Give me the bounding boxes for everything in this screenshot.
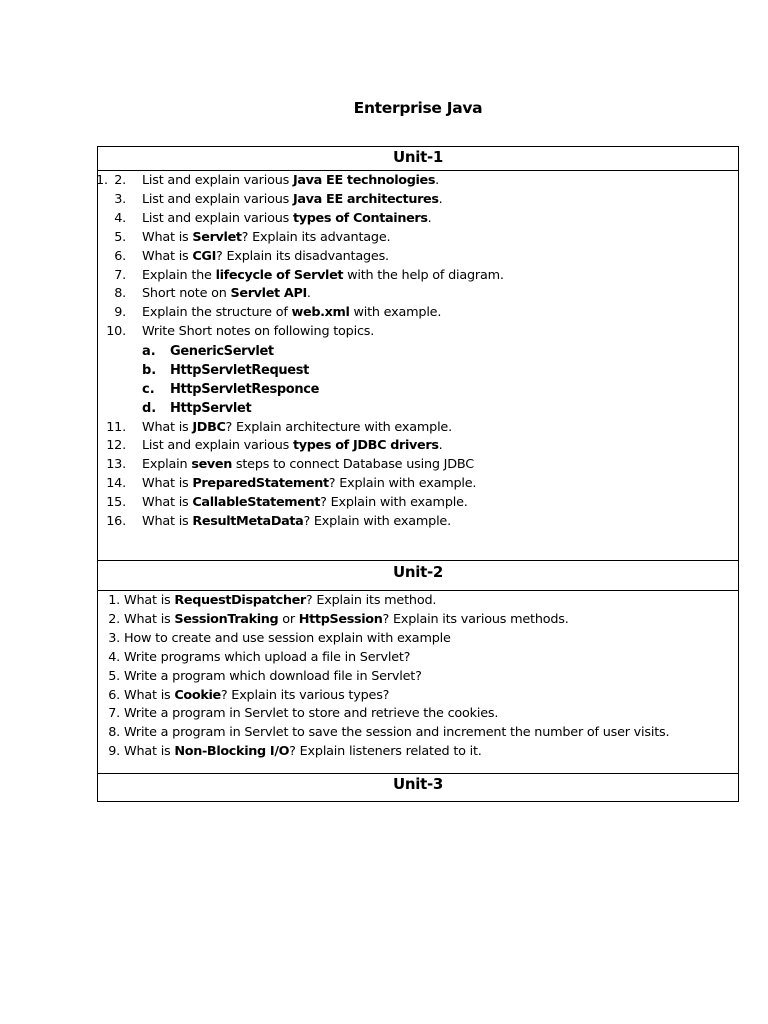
subtopic-letter: b.	[142, 362, 157, 378]
question-text	[124, 744, 482, 759]
question-number: 3.	[108, 630, 120, 646]
question-keyword: Java EE technologies	[292, 173, 436, 188]
question-text-segment: .	[306, 286, 311, 302]
question-text-segment: ? Explain with example.	[320, 495, 468, 511]
unit-3-heading: Unit-3	[392, 775, 444, 793]
question-text-segment: Explain the	[142, 267, 216, 283]
question-number: 10.	[106, 324, 126, 340]
subtopic-letter: d.	[142, 400, 157, 416]
question-text	[142, 514, 451, 529]
question-text-segment: What is	[142, 229, 193, 245]
question-keyword: types of Containers	[292, 210, 428, 226]
syllabus-table	[97, 146, 739, 802]
question-text-segment: What is	[124, 593, 175, 608]
question-keyword: Cookie	[174, 687, 221, 703]
subtopic-letter: c.	[142, 381, 155, 397]
question-number: 2.	[108, 611, 120, 627]
question-number: 13.	[106, 457, 126, 473]
question-text	[124, 631, 451, 646]
subtopic-letter: a.	[142, 343, 156, 359]
question-keyword: Servlet	[192, 229, 242, 245]
unit-2-bottom-divider	[98, 773, 738, 774]
question-text	[142, 324, 374, 339]
question-number: 4.	[108, 649, 120, 665]
question-number: 7.	[108, 706, 120, 722]
stray-list-number: 1.	[96, 173, 108, 188]
unit-1-heading: Unit-1	[392, 148, 444, 166]
question-number: 3.	[114, 191, 126, 207]
question-keyword: CGI	[192, 248, 216, 264]
question-text-segment: with example.	[349, 305, 442, 321]
question-keyword: ResultMetaData	[192, 514, 304, 529]
question-text-segment: ? Explain its advantage.	[241, 229, 391, 245]
question-text-segment: Explain	[142, 457, 192, 473]
question-text-segment: or	[278, 611, 299, 627]
question-text	[124, 669, 422, 684]
question-keyword: CallableStatement	[192, 495, 321, 511]
question-number: 12.	[106, 438, 126, 454]
unit-2-heading-divider	[98, 590, 738, 591]
question-keyword: lifecycle of Servlet	[215, 267, 344, 283]
question-text	[142, 230, 390, 245]
question-number: 16.	[106, 514, 126, 529]
question-text-segment: ? Explain listeners related to it.	[289, 744, 482, 760]
question-text-segment: Short note on	[142, 286, 231, 302]
question-text-segment: List and explain various	[142, 173, 293, 188]
question-text	[142, 249, 389, 264]
question-number: 14.	[106, 476, 126, 492]
question-text-segment: What is	[142, 495, 193, 511]
question-text	[142, 476, 476, 491]
question-number: 9.	[114, 305, 126, 321]
question-text-segment: ? Explain its various methods.	[382, 611, 569, 627]
question-text	[142, 173, 439, 188]
question-text-segment: ? Explain its disadvantages.	[216, 248, 389, 264]
question-text-segment: ? Explain architecture with example.	[225, 419, 452, 435]
question-text	[124, 593, 436, 608]
question-text	[142, 286, 311, 301]
question-text-segment: Write programs which upload a file in Servlet?	[124, 649, 411, 665]
question-text	[142, 420, 452, 435]
question-text	[142, 268, 504, 283]
question-text	[124, 688, 389, 703]
question-keyword: RequestDispatcher	[174, 593, 306, 608]
question-keyword: seven	[191, 457, 233, 473]
question-number: 8.	[114, 286, 126, 302]
question-text	[142, 211, 432, 226]
question-number: 15.	[106, 495, 126, 511]
question-text-segment: Write a program which download file in Servlet?	[124, 668, 422, 684]
question-text-segment: What is	[142, 419, 193, 435]
question-number: 5.	[114, 229, 126, 245]
question-text-segment: .	[438, 438, 443, 454]
question-text	[124, 650, 410, 665]
question-text-segment: .	[427, 210, 432, 226]
question-text	[142, 305, 441, 320]
question-text-segment: List and explain various	[142, 210, 293, 226]
question-text-segment: .	[438, 191, 443, 207]
question-keyword: SessionTraking	[174, 611, 279, 627]
question-text-segment: Write a program in Servlet to store and retrieve the cookies.	[124, 706, 499, 722]
question-text-segment: What is	[124, 687, 175, 703]
question-text	[124, 612, 569, 627]
unit-2-heading: Unit-2	[392, 563, 444, 581]
question-number: 11.	[106, 419, 126, 435]
question-text	[142, 495, 468, 510]
question-text-segment: What is	[142, 248, 193, 264]
question-text	[124, 706, 498, 721]
subtopic-text: HttpServletResponce	[170, 381, 320, 397]
question-text-segment: List and explain various	[142, 191, 293, 207]
question-text-segment: .	[435, 173, 440, 188]
unit-1-bottom-divider	[98, 560, 738, 561]
question-text	[124, 725, 669, 740]
question-text-segment: ? Explain its various types?	[220, 687, 390, 703]
subtopic-text: HttpServlet	[170, 400, 252, 416]
question-text	[142, 457, 474, 472]
question-text-segment: What is	[142, 476, 193, 492]
question-number: 6.	[114, 248, 126, 264]
question-keyword: Java EE architectures	[292, 191, 439, 207]
question-keyword: Non-Blocking I/O	[174, 744, 290, 760]
question-text	[142, 192, 443, 207]
question-keyword: web.xml	[291, 305, 350, 321]
question-number: 8.	[108, 725, 120, 741]
question-number: 2.	[114, 173, 126, 188]
question-text	[142, 438, 442, 453]
unit-1-heading-divider	[98, 170, 738, 171]
question-text-segment: What is	[124, 611, 175, 627]
question-keyword: Servlet API	[230, 286, 307, 302]
question-text-segment: ? Explain its method.	[305, 593, 437, 608]
question-keyword: PreparedStatement	[192, 476, 329, 492]
question-number: 1.	[108, 593, 120, 608]
question-number: 7.	[114, 267, 126, 283]
page-title: Enterprise Java	[353, 99, 483, 117]
question-text-segment: Write a program in Servlet to save the session and increment the number of user visits.	[124, 725, 670, 741]
question-text-segment: ? Explain with example.	[328, 476, 477, 492]
question-text-segment: Write Short notes on following topics.	[142, 324, 375, 340]
question-text-segment: ? Explain with example.	[303, 514, 451, 529]
subtopic-text: HttpServletRequest	[170, 362, 310, 378]
question-text-segment: List and explain various	[142, 438, 293, 454]
question-number: 6.	[108, 687, 120, 703]
question-text-segment: Explain the structure of	[142, 305, 292, 321]
question-keyword: JDBC	[192, 419, 226, 435]
question-text-segment: with the help of diagram.	[343, 267, 504, 283]
question-number: 4.	[114, 210, 126, 226]
question-keyword: HttpSession	[298, 611, 383, 627]
question-number: 9.	[108, 744, 120, 760]
question-text-segment: How to create and use session explain with example	[124, 630, 451, 646]
question-text-segment: steps to connect Database using JDBC	[232, 457, 474, 473]
question-text-segment: What is	[142, 514, 193, 529]
question-text-segment: What is	[124, 744, 175, 760]
subtopic-text: GenericServlet	[170, 343, 274, 359]
question-number: 5.	[108, 668, 120, 684]
question-keyword: types of JDBC drivers	[292, 438, 439, 454]
